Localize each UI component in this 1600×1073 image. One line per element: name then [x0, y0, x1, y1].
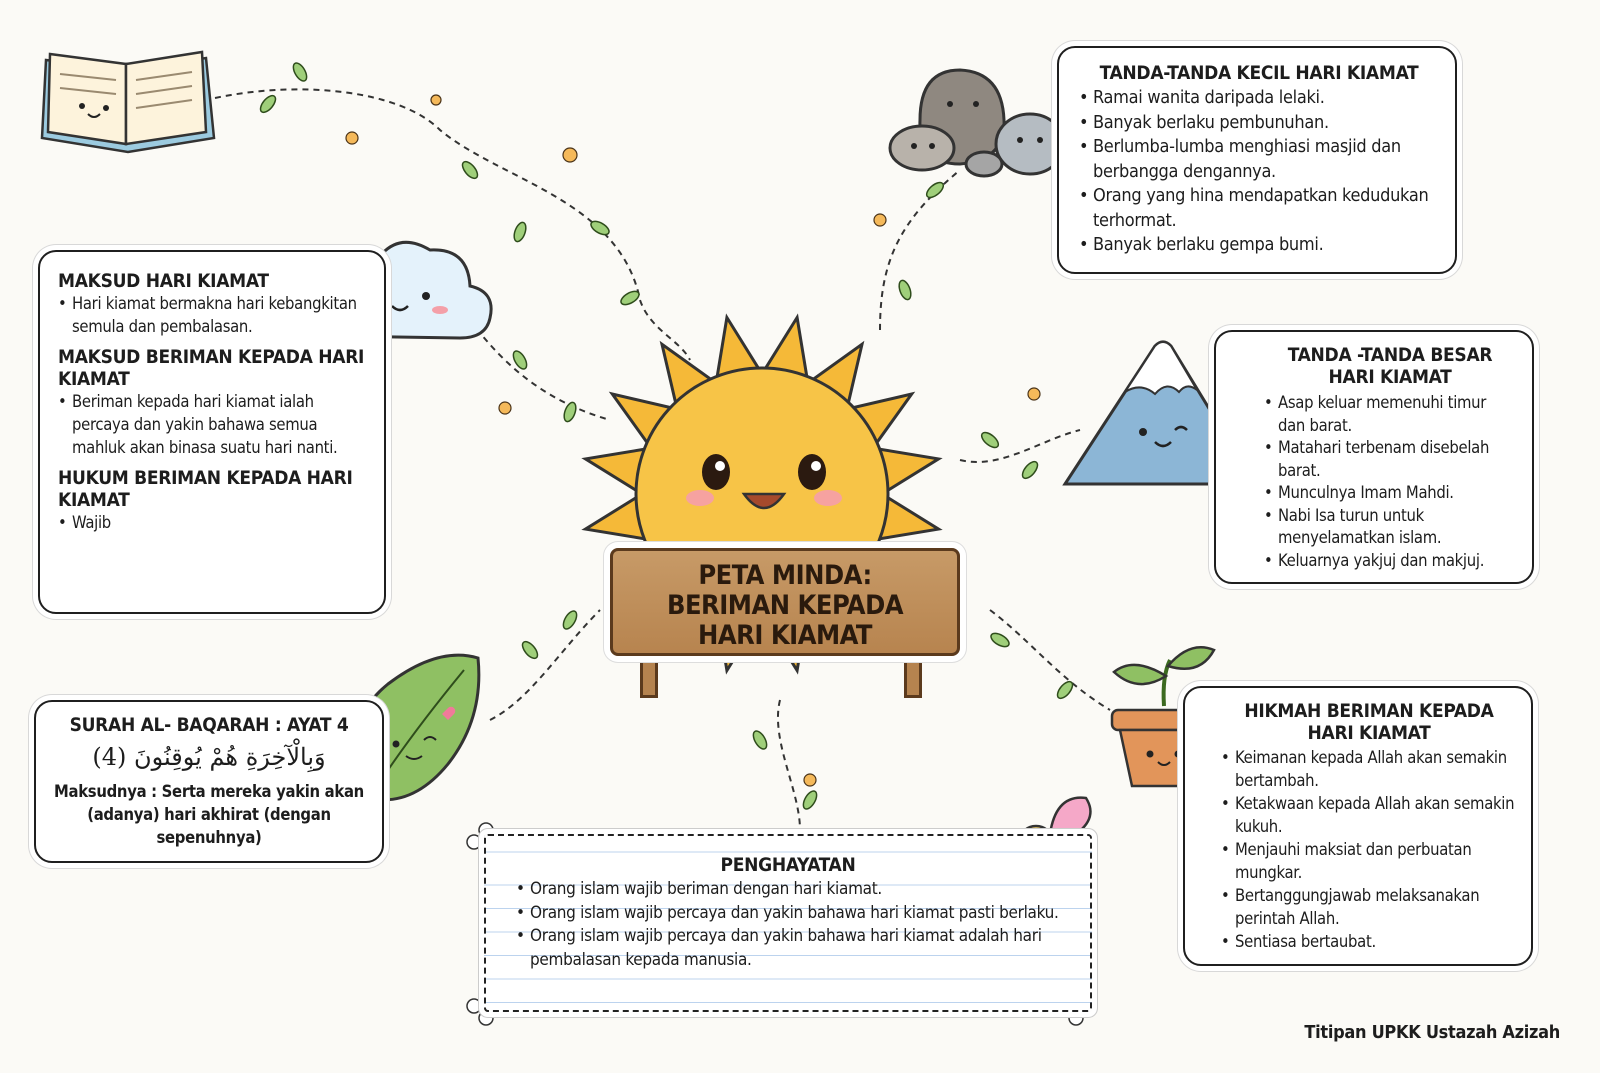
book-icon	[36, 40, 218, 160]
list-item: • Banyak berlaku gempa bumi.	[1079, 233, 1439, 258]
penghayatan-box	[484, 834, 1092, 1012]
list-item: • Menjauhi maksiat dan perbuatan mungkar.	[1221, 838, 1517, 884]
surah-arabic-text: وَبِالْآخِرَةِ هُمْ يُوقِنُونَ (4)	[92, 743, 326, 771]
list-item: • Keimanan kepada Allah akan semakin bertambah.	[1221, 746, 1517, 792]
list-item: • Ketakwaan kepada Allah akan semakin kukuh.	[1221, 792, 1517, 838]
list-item: • Ramai wanita daripada lelaki.	[1079, 86, 1439, 111]
section-heading: MAKSUD HARI KIAMAT	[58, 270, 269, 292]
credit-text: Titipan UPKK Ustazah Azizah	[1304, 1022, 1560, 1043]
list-item: • Sentiasa bertaubat.	[1221, 930, 1517, 953]
list-item: • Nabi Isa turun untuk menyelamatkan islam.	[1264, 505, 1516, 550]
list-item: • Munculnya Imam Mahdi.	[1264, 482, 1516, 505]
list-item: • Wajib	[58, 511, 366, 534]
surah-box	[34, 700, 384, 863]
section-heading: PENGHAYATAN	[516, 854, 1060, 876]
section-heading: SURAH AL- BAQARAH : AYAT 4	[69, 714, 349, 736]
section-heading: TANDA -TANDA BESAR HARI KIAMAT	[1287, 344, 1493, 388]
list-item: • Beriman kepada hari kiamat ialah percaya dan yakin bahawa semua mahluk akan binasa suatu hari nanti.	[58, 390, 366, 459]
tanda-besar-box	[1214, 330, 1534, 584]
list-item: • Orang yang hina mendapatkan kedudukan terhormat.	[1079, 184, 1439, 233]
list-item: • Berlumba-lumba menghiasi masjid dan berbangga dengannya.	[1079, 135, 1439, 184]
surah-meaning: Maksudnya : Serta mereka yakin akan (adanya) hari akhirat (dengan sepenuhnya)	[54, 782, 364, 847]
list-item: • Orang islam wajib percaya dan yakin bahawa hari kiamat pasti berlaku.	[516, 902, 1060, 926]
section-heading: TANDA-TANDA KECIL HARI KIAMAT	[1099, 62, 1419, 84]
section-heading: HIKMAH BERIMAN KEPADA HARI KIAMAT	[1244, 700, 1494, 744]
sign-post-right	[904, 652, 922, 698]
list-item: • Orang islam wajib beriman dengan hari kiamat.	[516, 878, 1060, 902]
stones-icon	[880, 60, 1070, 180]
list-item: • Keluarnya yakjuj dan makjuj.	[1264, 550, 1516, 573]
center-sign	[610, 548, 960, 656]
list-item: • Orang islam wajib percaya dan yakin bahawa hari kiamat adalah hari pembalasan kepada manusia.	[516, 925, 1060, 972]
section-heading: MAKSUD BERIMAN KEPADA HARI KIAMAT	[58, 346, 365, 390]
center-title: PETA MINDA: BERIMAN KEPADA HARI KIAMAT	[666, 560, 904, 651]
list-item: • Matahari terbenam disebelah barat.	[1264, 437, 1516, 482]
list-item: • Banyak berlaku pembunuhan.	[1079, 111, 1439, 136]
maksud-box	[38, 250, 386, 614]
section-heading: HUKUM BERIMAN KEPADA HARI KIAMAT	[58, 467, 353, 511]
sign-post-left	[640, 652, 658, 698]
list-item: • Hari kiamat bermakna hari kebangkitan semula dan pembalasan.	[58, 292, 366, 338]
list-item: • Bertanggungjawab melaksanakan perintah Allah.	[1221, 884, 1517, 930]
list-item: • Asap keluar memenuhi timur dan barat.	[1264, 392, 1516, 437]
tanda-kecil-box	[1057, 46, 1457, 274]
hikmah-box	[1183, 686, 1533, 966]
